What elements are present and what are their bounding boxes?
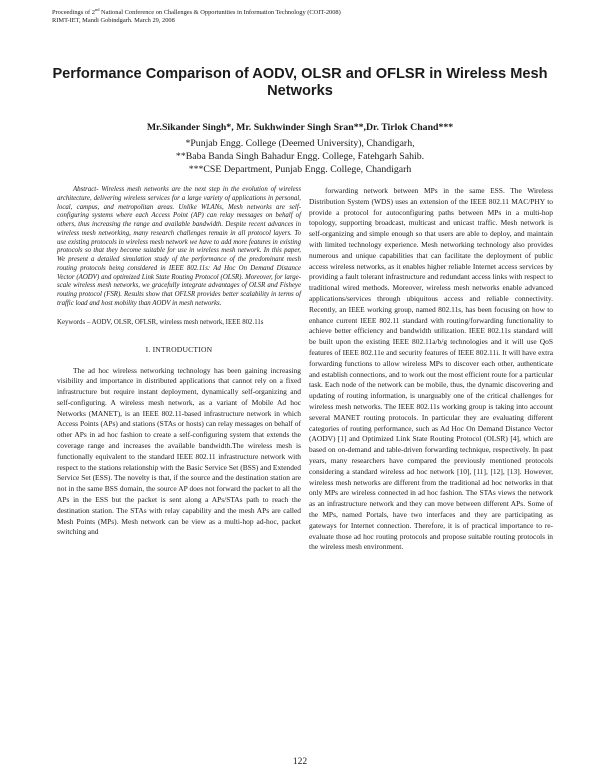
header-line-2: RIMT-IET, Mandi Gobindgarh. March 29, 2008 [52, 17, 175, 25]
abstract: Abstract- Wireless mesh networks are the next step in the evolution of wireless architecture, delivering wireless services for a large variety of applications in personal, local, campus, and metropolitan areas. Unlike WLANs, Mesh networks are self-configuring systems where each Access Point (AP) can relay messages on behalf of others, thus increasing the range and available bandwidth. Despite recent advances in wireless mesh networking, many research challenges remain in all protocol layers. To use existing protocols in wireless mesh network we have to add more features in existing protocols so that they become suitable for use in wireless mesh network. In this paper, We present a detailed simulation study of the performance of the predominant mesh routing protocols being considered in IEEE 802.11s: Ad Hoc On Demand Distance Vector (AODV) and optimized Link State Routing Protocol (OLSR). Moreover, for large-scale wireless mesh networks, we gracefully integrate advantages of OLSR and Fisheye routing protocol (FSR). Results show that OFLSR provides better scalability in terms of traffic load and host mobility than AODV in mesh networks. [57, 186, 301, 307]
affiliation-2: **Baba Banda Singh Bahadur Engg. College, Fatehgarh Sahib. [175, 151, 425, 162]
right-column [309, 186, 553, 553]
paper-title: Performance Comparison of AODV, OLSR and OFLSR in Wireless Mesh Networks [52, 66, 548, 99]
affiliation-3: ***CSE Department, Punjab Engg. College, Chandigarh [188, 164, 412, 175]
introduction-paragraph: The ad hoc wireless networking technology has been gaining increasing visibility and importance in distributed applications that cannot rely on a fixed infrastructure but require instant deployment, dynamically self-organizing and self-configuring. A wireless mesh network, as a variant of Mobile Ad hoc Networks (MANET), is an IEEE 802.11-based infrastructure network in which Access Points (APs) and stations (STAs or hosts) can relay messages on behalf of other APs in ad hoc fashion to create a self-configuring system that extends the coverage range and increases the available bandwidth.The wireless mesh is functionally equivalent to the standard IEEE 802.11 infrastructure network with respect to the stations relationship with the Basic Service Set (BSS) and Extended Service Set (ESS). The novelty is that, if the source and the destination station are not in the same BSS domain, the source AP does not forward the packet to all the APs in the ESS but the packet is sent along a APs/STAs path to reach the destination station. The STAs with relay capability and the mesh APs are called Mesh Points (MPs). Mesh network can be view as a multi-hop ad-hoc, packet switching and [57, 365, 301, 537]
header-line-1: Proceedings of 2nd National Conference on Challenges & Opportunities in Information Technology (COIT-2008) [52, 7, 341, 17]
author-list: Mr.Sikander Singh*, Mr. Sukhwinder Singh Sran**,Dr. Tirlok Chand*** [146, 122, 454, 133]
proceedings-header [52, 6, 341, 26]
keywords: Keywords – AODV, OLSR, OFLSR, wireless mesh network, IEEE 802.11s [57, 318, 264, 326]
introduction-continued: forwarding network between MPs in the same ESS. The Wireless Distribution System (WDS) uses an extension of the IEEE 802.11 MAC/PHY to provide a protocol for autoconfiguring paths between MPs in a multi-hop topology, supporting broadcast, multicast and unicast traffic. Mesh network is self-organizing and simple enough so that users are able to deploy, and maintain with limited technology experience. Mesh networking technology also provides numerous and unique capabilities that can facilitate the deployment of public access wireless networks, as it enables higher reliable Internet access services by providing a fault tolerant infrastructure and redundant access links with respect to traditional wired methods. Moreover, wireless mesh networks enable advanced applications/services through ubiquitous access and reliable connectivity. Recently, an IEEE working group, named 802.11s, has been focusing on how to enhance current IEEE 802.11 standard with routing/forwarding functionality to achieve better efficiency and bandwidth utilization. IEEE 802.11s standard will be built upon the existing IEEE 802.11a/b/g technologies and it will use QoS features of IEEE 802.11e and security features of IEEE 802.11i. It will have extra forwarding functions to allow wireless MPs to discover each other, authenticate and establish connections, and to work out the most efficient route for a particular task. Each node of the network can be mobile, thus, the dynamic discovering and updating of routing information, is unarguably one of the critical challenges for wireless mesh networks. The IEEE 802.11s working group is taking into account several MANET routing protocols. In particular they are evaluating different categories of routing performance, such as Ad Hoc On Demand Distance Vector (AODV) [1] and Optimized Link State Routing Protocol (OLSR) [4], which are based on on-demand and table-driven forwarding technique, respectively. In past years, many researchers have compared the previously mentioned protocols considering a standard wireless ad hoc network [10], [11], [12], [13]. However, wireless mesh networks are different from the traditional ad hoc networks in that only MPs are wireless connected in ad hoc fashion. The STAs views the network as an infrastructure network and they can move between different APs. Some of the MPs, named Portals, have two interfaces and they are participating as gateways for Internet connection. Therefore, it is of practical importance to re-evaluate those ad hoc routing protocols and propose suitable routing protocols in the wireless mesh environment. [309, 186, 553, 552]
left-column [57, 186, 301, 538]
affiliations [40, 137, 560, 176]
page-number: 122 [292, 757, 308, 767]
affiliation-1: *Punjab Engg. College (Deemed University), Chandigarh, [185, 138, 415, 149]
section-heading-introduction: I. INTRODUCTION [145, 344, 213, 354]
ordinal-superscript: nd [94, 7, 100, 12]
